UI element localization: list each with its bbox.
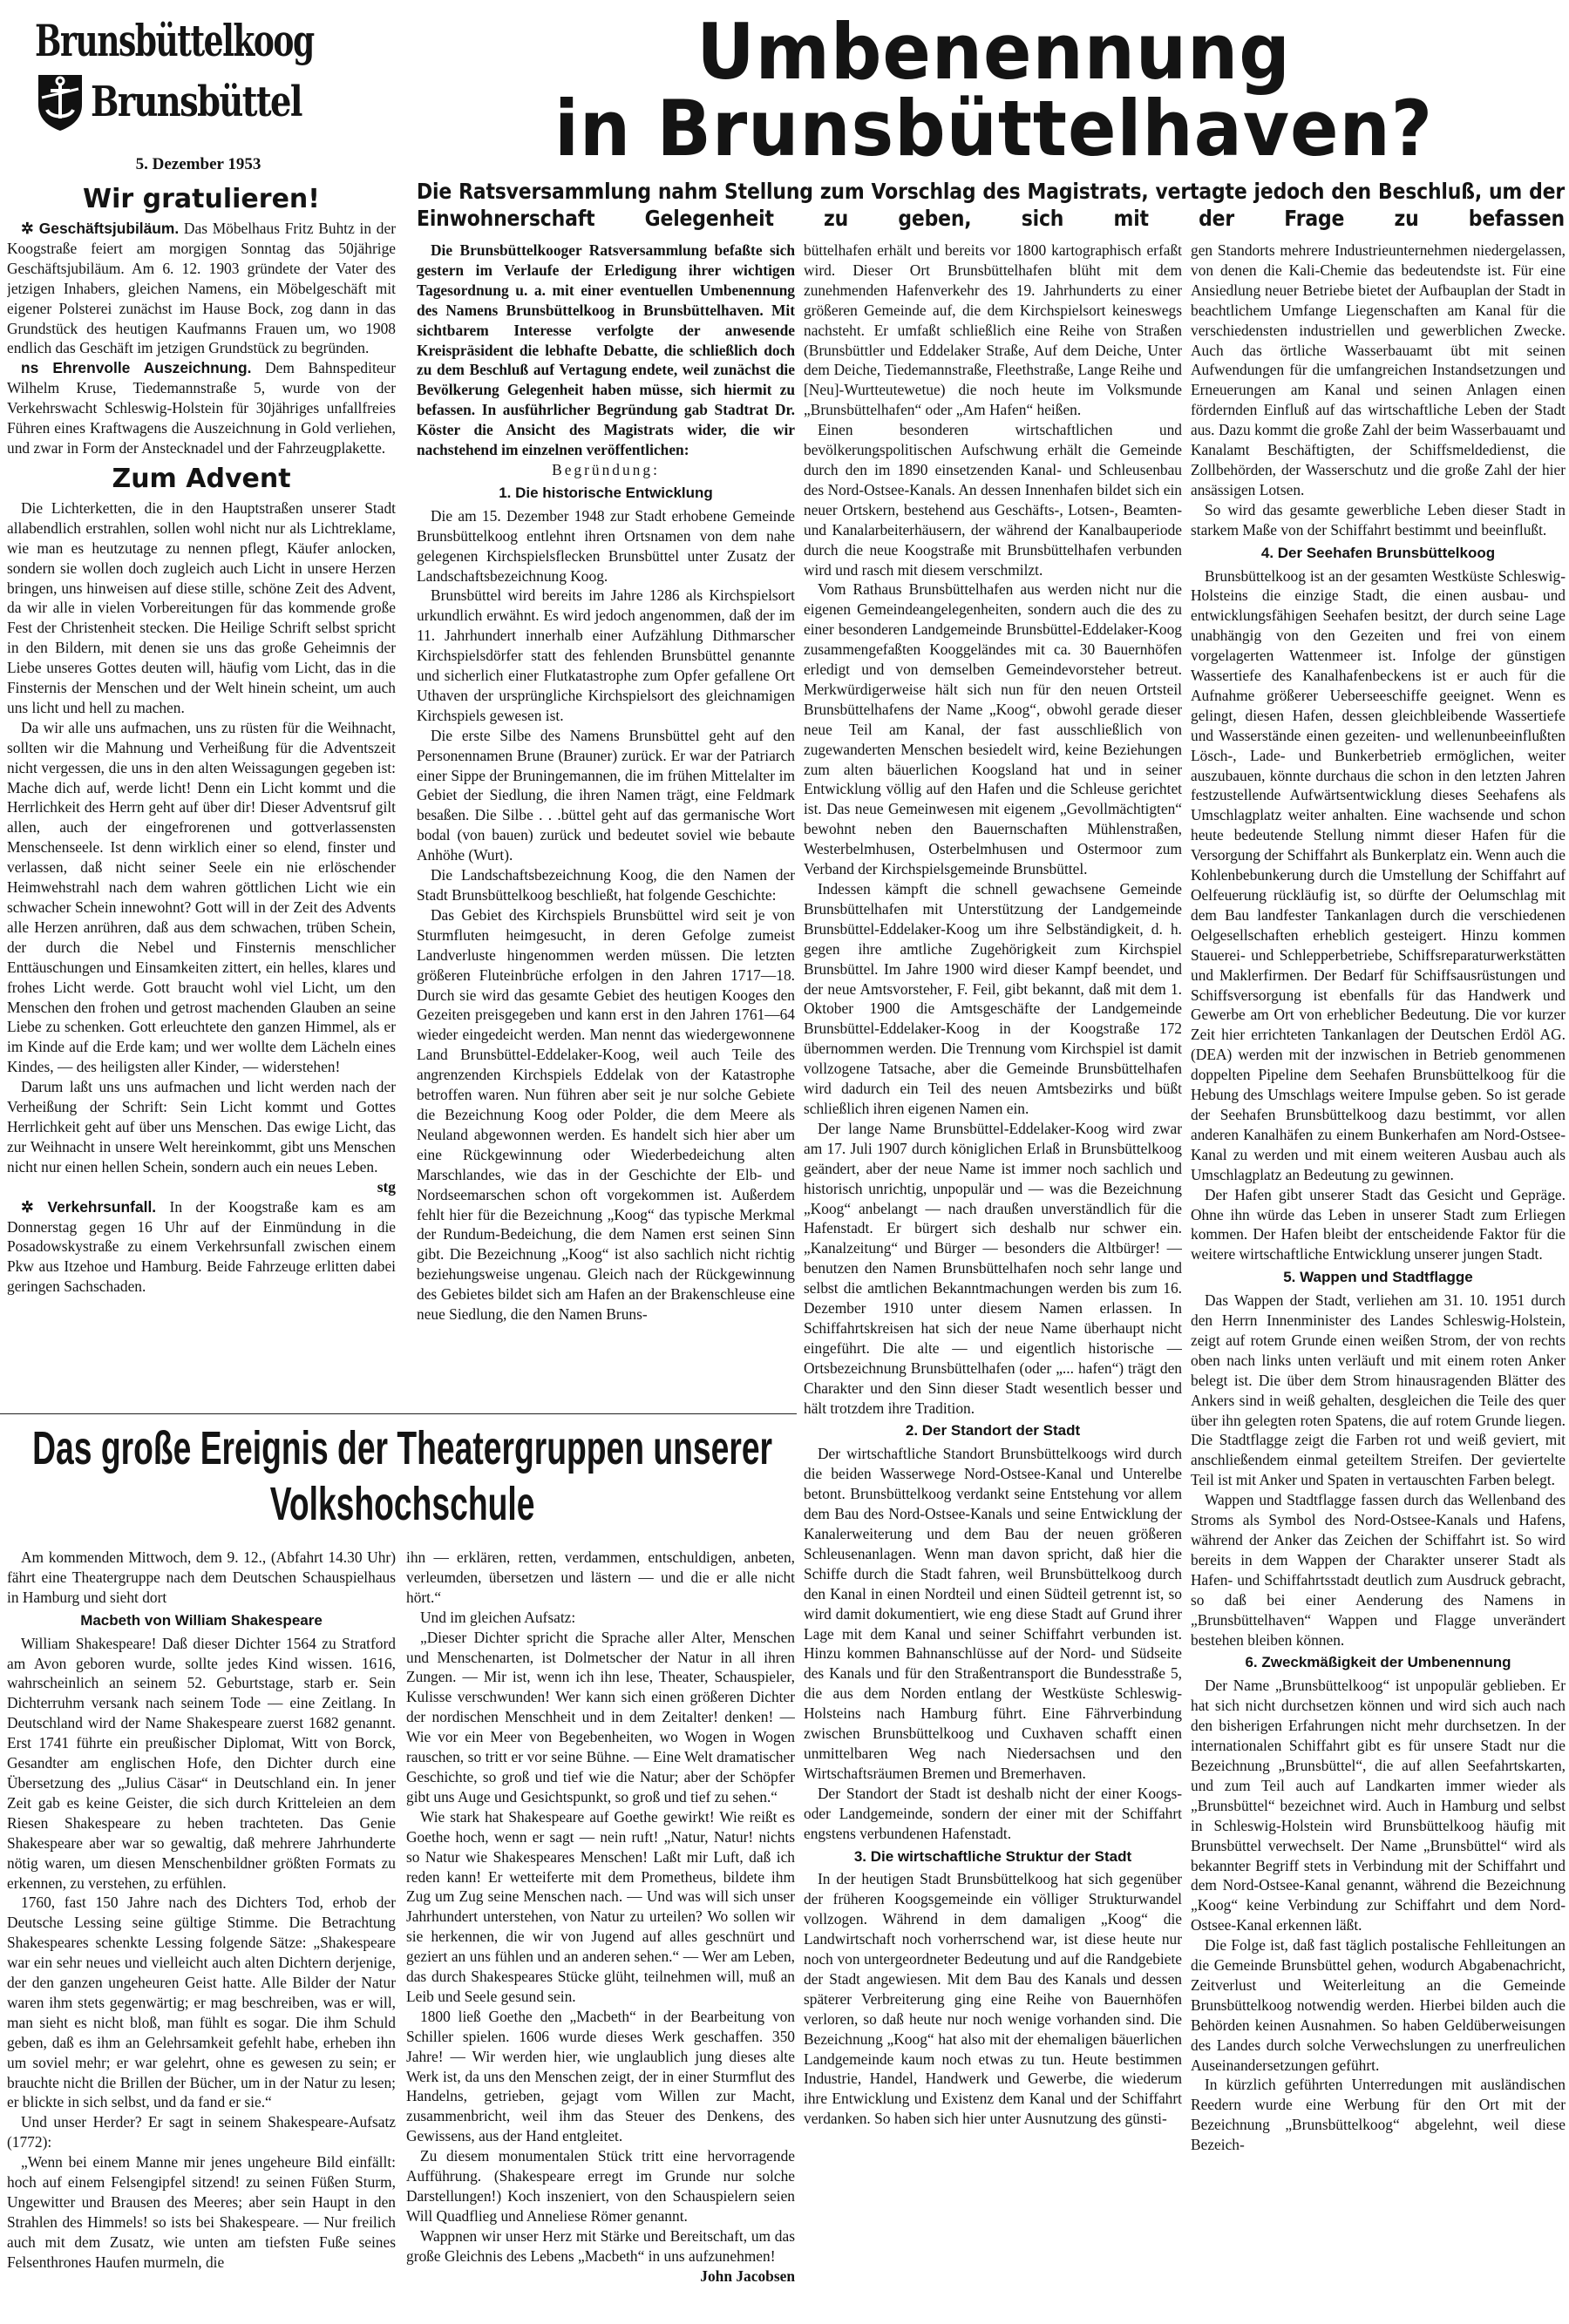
paragraph: Der lange Name Brunsbüttel-Eddelaker-Koog wird zwar am 17. Juli 1907 durch königlichen Erlaß in Brunsbüttelkoog geändert, aber der neue Name ist immer noch sachlich und historisch unrichtig, unpopulär und — was die Bezeichnung „Koog“ anbelangt — nach draußen unverständlich für die Hafenstadt. Er bürgert sich deshalb nur schwer ein. „Kanalzeitung“ und Bürger — besonders die Altbürger! — benutzen den Namen Brunsbüttelhafen noch sehr lange und selbst die amtlichen Bekanntmachungen werden bis zum 16. Dezember 1910 unter diesem Namen erlassen. In Schiffahrtskreisen hat sich der neue Name überhaupt nicht eingeführt. Die alte — und eigentlich historische — Ortsbezeichnung Brunsbüttelhafen (oder „... hafen“) trägt den Charakter und den Sinn dieser Stadt wesentlich besser und hält trotzdem ihre Tradition.: [804, 1119, 1182, 1417]
news-item-lead: ns Ehrenvolle Auszeichnung.: [21, 359, 252, 377]
paragraph: „Dieser Dichter spricht die Sprache aller Alter, Menschen und Menschenarten, ist Dolmetscher der Natur in all ihren Zungen. — Mir ist, wenn ich ihn lese, Theater, Schauspieler, Kulisse verschwunden! Wer kann sich einen größeren Dichter der nordischen Menschheit und in dem Zeitalter! denken! — Wie vor ein Meer von Begebenheiten, wo Wogen in Wogen rauschen, so tritt er vor seine Bühne. — Eine Welt dramatischer Geschichte, so groß und tief wie die Natur; aber der Schöpfer gibt uns Auge und Gesichtspunkt, so groß und tief zu sehen.“: [406, 1628, 795, 1806]
paragraph: Brunsbüttel wird bereits im Jahre 1286 als Kirchspielsort urkundlich erwähnt. Es wird jedoch angenommen, daß der im 11. Jahrhundert innerhalb einer Aufzählung Dithmarscher Kirchspielsdörfer statt des fehlenden Brunsbüttel genannte und sicherlich einer Flutkatastrophe zum Opfer gefallene Ort Uthaven der ursprüngliche Kirchspielsort des gleichnamigen Kirchspiels gewesen ist.: [417, 586, 795, 724]
news-item: [7, 1197, 396, 1298]
article-intro: Die Brunsbüttelkooger Ratsversammlung befaßte sich gestern im Verlaufe der Erledigung ihrer wichtigen Tagesordnung u. a. mit einer eventuellen Umbenennung des Namens Brunsbüttelkoog in Brunsbüttelhaven. Mit sichtbarem Interesse verfolgte der anwesende Kreispräsident die lebhafte Debatte, die schließlich doch zu dem Beschluß auf Vertagung endete, weil zunächst die Bevölkerung Gelegenheit haben müsse, sich hiermit zu befassen. In ausführlicher Begründung gab Stadtrat Dr. Köster die Ansicht des Magistrats wider, die wir nachstehend im einzelnen veröffentlichen:: [417, 241, 795, 459]
paragraph: 1760, fast 150 Jahre nach des Dichters Tod, erhob der Deutsche Lessing seine gültige Stimme. Die Betrachtung Shakespeares schenkte Lessing folgende Sätze: „Shakespeare war ein sehr neues und vielleicht auch alten Dichtern derjenige, der den ganzen ungeheuren Geist hatte. Alle Bilder der Natur waren ihm stets gegenwärtig; er mag beschreiben, was er will, man sieht es nicht bloß, man fühlt es sogar. Die ihm Schuld geben, daß es ihm an Gelehrsamkeit gefehlt habe, erheben ihn um soviel mehr; er war gelehrt, ohne es gewesen zu sein; er brauchte nicht die Brillen der Bücher, um in der Natur zu lesen; er blickte in sich selbst, und da fand er sie.“: [7, 1894, 396, 2111]
paragraph: Die erste Silbe des Namens Brunsbüttel geht auf den Personennamen Brune (Brauner) zurück. Er war der Patriarch einer Sippe der Bruningemannen, die im frühen Mittelalter im Gebiet der Siedlung, die ihren Namen trägt, eine Feldmark besaßen. Die Silbe . . .büttel geht auf das germanische Wort bodal (von bauen) zurück und bedeutet soviel wie bebaute Anhöhe (Wurt).: [417, 726, 795, 864]
paragraph: „Wenn bei einem Manne mir jenes ungeheure Bild einfällt: hoch auf einem Felsengipfel sitzend! zu seinen Füßen Sturm, Ungewitter und Brausen des Meeres; aber sein Haupt in den Strahlen des Himmels! so ists bei Shakespeare. — Nur freilich auch mit dem Zusatz, wie unten am tiefsten Fuße seines Felsenthrones Haufen murmeln, die: [7, 2153, 396, 2271]
news-item-text: Das Möbelhaus Fritz Buhtz in der Koogstraße feiert am morgigen Sonntag das 50jährige Geschäftsjubiläum. Am 6. 12. 1903 gründete der Vater des jetzigen Inhabers, gleichen Namens, ein Möbelgeschäft mit eigener Polsterei zunächst im Hause Bock, zog dann in das Grundstück des heutigen Kaufmanns Frauen um, wo 1908 endlich das Geschäft im jetzigen Grundstück zu begründen.: [7, 220, 396, 357]
section-heading: 1. Die historische Entwicklung: [499, 484, 713, 501]
paragraph: Der Name „Brunsbüttelkoog“ ist unpopulär geblieben. Er hat sich nicht durchsetzen können und wird sich auch nach den bisherigen Erfahrungen nicht mehr durchsetzen. In der internationalen Schiffahrt gibt es für unsere Stadt nur die Bezeichnung „Brunsbüttel“, die auf allen Seefahrtskarten, und zum Teil auch auf Landkarten immer wieder als „Brunsbüttel“ bezeichnet wird. Auch in Hamburg und selbst in Schleswig-Holstein wird Brunsbüttelkoog häufig mit Brunsbüttel verwechselt. Der Name „Brunsbüttel“ wird als bekannter Begriff stets in Verbindung mit der Schiffahrt und dem Nord-Ostsee-Kanal genannt, während die Bezeichnung „Koog“ keine Verbindung zur Schiffahrt und dem Nord-Ostsee-Kanal erkennen läßt.: [1191, 1677, 1566, 1934]
masthead-title-brunsbuettel: Brunsbüttel: [91, 78, 302, 126]
paragraph: In der heutigen Stadt Brunsbüttelkoog hat sich gegenüber der früheren Koogsgemeinde ein völliger Strukturwandel vollzogen. Während in dem damaligen „Koog“ die Landwirtschaft noch vorherrschend war, ist diese heute nur noch von untergeordneter Bedeutung und auf die Randgebiete der Stadt angewiesen. Mit dem Bau des Kanals und dessen späterer Verbreiterung ging eine Reihe von Bauernhöfen verloren, so daß heute nur noch wenige vorhanden sind. Die Bezeichnung „Koog“ hat also mit der ehemaligen bäuerlichen Landgemeinde kaum noch etwas zu tun. Heute bestimmen Industrie, Handel, Handwerk und Gewerbe, die wiederum ihre Entwicklung und Existenz dem Kanal und der Schiffahrt verdanken. So haben sich hier unter Ausnutzung des günsti-: [804, 1870, 1182, 2128]
section-heading: 2. Der Standort der Stadt: [905, 1422, 1081, 1440]
section-heading: 3. Die wirtschaftliche Struktur der Stadt: [853, 1847, 1132, 1865]
author-signature: stg: [377, 1177, 396, 1196]
main-headline-line-1: Umbenennung: [696, 7, 1291, 97]
section-heading: 6. Zweckmäßigkeit der Umbenennung: [1245, 1654, 1511, 1671]
news-item: [7, 219, 396, 358]
paragraph: Der Hafen gibt unserer Stadt das Gesicht und Gepräge. Ohne ihn würde das Leben in unserer Stadt zum Erliegen kommen. Der Hafen bleibt der entscheidende Faktor für die weitere wirtschaftliche Entwicklung unserer jungen Stadt.: [1191, 1185, 1566, 1264]
news-item: [7, 358, 396, 458]
paragraph: Wappnen wir unser Herz mit Stärke und Bereitschaft, um das große Gleichnis des Lebens „Macbeth“ in uns aufzunehmen!: [406, 2226, 795, 2265]
section-heading: Macbeth von William Shakespeare: [80, 1611, 323, 1629]
section-label: Begründung:: [552, 460, 660, 478]
paragraph: Wappen und Stadtflagge fassen durch das Wellenband des Stroms als Symbol des Nord-Ostsee-Kanals und Hafens, während der Anker das Zeichen der Schiffahrt ist. So wird bereits in dem Wappen der Charakter unserer Stadt als Hafen- und Schiffahrtsstadt deutlich zum Ausdruck gebracht, so daß bei einer Aenderung des Namens in „Brunsbüttelhaven“ Wappen und Flagge unverändert bestehen bleiben können.: [1191, 1491, 1566, 1649]
paragraph: Und unser Herder? Er sagt in seinem Shakespeare-Aufsatz (1772):: [7, 2113, 396, 2151]
paragraph: Vom Rathaus Brunsbüttelhafen aus werden nicht nur die eigenen Gemeindeangelegenheiten, sondern auch die des zu einer besonderen Landgemeinde Brunsbüttel-Eddelaker-Koog zusammengefaßten Kooggeländes mit ca. 30 Bauernhöfen erledigt und von demselben Gemeindevorsteher betreut. Merkwürdigerweise hält sich nun für den neuen Ortsteil Brunsbüttelhafens der Name „Koog“, obwohl gerade dieser neue Teil am Kanal, der fast ausschließlich von zugewanderten Menschen besiedelt wird, keine Beziehungen zum alten bäuerlichen Koogsland hat und in seiner Entwicklung völlig auf den Hafen und die Schleuse gerichtet ist. Das neue Gemeinwesen mit eigenem „Gevollmächtigten“ bewohnt neben den Bauernschaften Mühlenstraßen, Westerbelmhusen, Osterbelmhusen und Ostermoor zum Verband der Kirchspielsgemeinde Brunsbüttel.: [804, 580, 1182, 878]
main-headline-line-2: in Brunsbüttelhaven?: [554, 84, 1434, 173]
author-signature: John Jacobsen: [700, 2266, 795, 2285]
theater-column-1: [7, 1548, 396, 2320]
main-subheadline: Die Ratsversammlung nahm Stellung zum Vorschlag des Magistrats, vertagte jedoch den Beschluß, um der Einwohnerschaft Gelegenheit zu geben, sich mit der Frage zu befassen: [417, 179, 1565, 231]
news-item-text: Dem Bahnspediteur Wilhelm Kruse, Tiedemannstraße 5, wurde von der Verkehrswacht Schleswig-Holstein für 30jähriges unfallfreies Führen eines Kraftwagens die Auszeichnung in Gold verliehen, und zwar in Form der Anstecknadel und der Fahrzeugplakette.: [7, 359, 396, 457]
paragraph: büttelhafen erhält und bereits vor 1800 kartographisch erfaßt wird. Dieser Ort Brunsbüttelhafen blüht mit dem zunehmenden Hafenverkehr des 19. Jahrhunderts zu einer größeren Gemeinde auf, die dem Kirchspielsort keineswegs nachsteht. Er umfaßt schließlich eine Reihe von Straßen (Brunsbüttler und Eddelaker Straße, Auf dem Deiche, Unter dem Deiche, Tiedemannstraße, Fleethstraße, Lange Reihe und [Neu]-Wurtteutewetue) die noch heute im Volksmunde „Brunsbüttelhafen“ oder „Am Hafen“ heißen.: [804, 241, 1182, 419]
news-item-text: In der Koogstraße kam es am Donnerstag gegen 16 Uhr auf der Einmündung in die Posadowskystraße zu einem Verkehrsunfall zwischen einem Pkw aus Itzehoe und Hamburg. Beide Fahrzeuge erlitten dabei geringen Sachschaden.: [7, 1197, 396, 1296]
divider: [0, 1413, 797, 1414]
paragraph: Der wirtschaftliche Standort Brunsbüttelkoogs wird durch die beiden Wasserwege Nord-Ostsee-Kanal und Unterelbe betont. Brunsbüttelkoog verdankt seine Entstehung vor allem dem Bau des Nord-Ostsee-Kanals und seine Entwicklung der Kanalerweiterung und dem Bau der neuen größeren Schleusenanlagen. Wenn man davon spricht, daß hier die Schiffe durch die Stadt fahren, weil Brunsbüttelkoog durch den Kanal in einen Nordteil und einen Südteil getrennt ist, so wird damit dokumentiert, wie eng diese Stadt auf Grund ihrer Lage mit dem Kanal und seiner Schiffahrt verbunden ist. Hinzu kommen Bahnanschlüsse auf der Nord- und Südseite des Kanals und für den Straßentransport die Bundesstraße 5, die aus dem Norden entlang der Westküste Schleswig-Holsteins nach Hamburg führt. Eine Fährverbindung zwischen Brunsbüttelkoog und Cuxhaven schafft einen unmittelbaren Weg nach Niedersachsen und den Wirtschaftsräumen Bremen und Bremerhaven.: [804, 1445, 1182, 1782]
theater-column-2: [406, 1548, 795, 2320]
masthead-title-brunsbuettelkoog: Brunsbüttelkoog: [35, 15, 314, 66]
article-column-b: [804, 241, 1182, 2320]
paragraph: ihn — erklären, retten, verdammen, entschuldigen, anbeten, verleumden, übersetzen und lästern — und die er alle nicht hört.“: [406, 1548, 795, 1606]
paragraph: In kürzlich geführten Unterredungen mit ausländischen Reedern wurde eine Werbung für den Ort mit der Bezeichnung „Brunsbüttelkoog“ abgelehnt, weil diese Bezeich-: [1191, 2076, 1566, 2154]
paragraph: Die Landschaftsbezeichnung Koog, die den Namen der Stadt Brunsbüttelkoog beschließt, hat folgende Geschichte:: [417, 866, 795, 904]
issue-date: 5. Dezember 1953: [135, 155, 262, 173]
paragraph: Und im gleichen Aufsatz:: [420, 1608, 576, 1626]
paragraph: Wie stark hat Shakespeare auf Goethe gewirkt! Wie reißt es Goethe hoch, wenn er sagt — nein ruft! „Natur, Natur! nichts so Natur wie Shakespeares Menschen! Laßt mir Luft, daß ich reden kann! Er wetteiferte mit dem Prometheus, bildete ihm Zug um Zug seine Menschen nach. — Und was will sich unser Jahrhundert unterstehen, von Natur zu urteilen? Wo sollen wir sie herkennen, die wir von Jugend auf alles geschnürt und geziert an uns fühlen und an anderen sehen.“ — Wer am Leben, das durch Shakespeares Stücke glüht, teilnehmen will, muß an Leib und Seele gesund sein.: [406, 1807, 795, 2005]
masthead: [35, 16, 384, 146]
anchor-shield-crest-icon: [35, 71, 85, 132]
paragraph: Zu diesem monumentalen Stück tritt eine hervorragende Aufführung. (Shakespeare erregt im Grunde nur solche Darstellungen!) Koch inszeniert, von den Schauspielern seien Will Quadflieg und Anneliese Römer genannt.: [406, 2147, 795, 2225]
paragraph: So wird das gesamte gewerbliche Leben dieser Stadt in starkem Maße von der Schiffahrt bestimmt und beeinflußt.: [1191, 500, 1566, 539]
paragraph: William Shakespeare! Daß dieser Dichter 1564 zu Stratford am Avon geboren wurde, sollte jedes Kind wissen. 1616, wahrscheinlich an seinem 52. Geburtstage, starb er. Sein Dichterruhm versank nach seinem Tode — eine Zeitlang. In Deutschland wird der Name Shakespeare zuerst 1682 genannt. Erst 1741 führte ein preußischer Diplomat, Witt von Borck, Gesandter am englischen Hofe, den Dichter durch eine Übersetzung des „Julius Cäsar“ in Deutschland ein. In jener Zeit gab es keine Geister, die sich durch Kritteleien an dem Riesen Shakespeare zu heben trachteten. Das Genie Shakespeare aber war so gewaltig, daß mehrere Jahrhunderte nötig waren, um diesen Menschenbildner größten Formats zu erkennen, zu verstehen, zu erfühlen.: [7, 1634, 396, 1892]
paragraph: Da wir alle uns aufmachen, uns zu rüsten für die Weihnacht, sollten wir die Mahnung und Verheißung für die Adventszeit nicht vergessen, die uns in den alten Weissagungen gegeben ist: Mache dich auf, werde licht! Denn ein Licht kommt und die Herrlichkeit des Herrn geht auf über dir! Dieser Adventsruf gilt allen, auch der eingefrorenen und gottverlassensten Menschenseele. Ist denn wirklich einer so elend, finster und verlassen, daß nicht seiner Seele ein nie erlöschender Heimwehstrahl nach dem wahren göttlichen Licht wie ein schwacher Schein innewohnt? Gott will in der Zeit des Advents alle Herzen anrühren, daß aus dem schwachen, trüben Schein, der durch die Nebel und Finsternis menschlicher Enttäuschungen und Einsamkeiten zittert, ein helles, klares und frohes Licht werde. Gott braucht wohl viel Licht, um den Menschen den frohen und getrost machenden Glauben an seine Liebe zu schenken. Gott erleuchtete den ganzen Himmel, als er im Kinde auf die Erde kam; und wer wollte dem Lächeln eines Kindes, — des heiligsten aller Kinder, — widerstehen!: [7, 718, 396, 1076]
section-heading: 5. Wappen und Stadtflagge: [1283, 1269, 1473, 1286]
paragraph: Das Gebiet des Kirchspiels Brunsbüttel wird seit je von Sturmfluten heimgesucht, in deren Gefolge zumeist Landverluste hingenommen werden müssen. Die letzten größeren Fluteinbrüche erfolgen in den Jahren 1717—18. Durch sie wird das gesamte Gebiet des heutigen Kooges den Gezeiten preisgegeben und kann erst in den Jahren 1761—64 wieder eingedeicht werden. Man nennt das wiedergewonnene Land Brunsbüttel-Eddelaker-Koog, weil auch Teile des angrenzenden Kirchspiels Eddelak von der Katastrophe betroffen waren. Nun führen aber seit je nur solche Gebiete die Bezeichnung Koog oder Polder, die dem Meere als Neuland abgewonnen werden. Es handelt sich hier aber um eine Rückgewinnung oder Wiederbedeichung alten Marschlandes, wie das in der Geschichte der Elb- und Nordseemarschen schon oft vorgekommen ist. Außerdem fehlt hier für die Bezeichnung „Koog“ das typische Merkmal der Rundum-Bedeichung, die dem Namen erst seinen Sinn gibt. Die Bezeichnung „Koog“ ist also sachlich nicht richtig beziehungsweise ungenau. Gleich nach der Rückgewinnung des Gebietes bildet sich am Hafen an der Brakenschleuse eine neue Siedlung, die den Namen Bruns-: [417, 905, 795, 1324]
main-headline: [458, 7, 1529, 173]
paragraph: 1800 ließ Goethe den „Macbeth“ in der Bearbeitung von Schiller spielen. 1606 wurde dieses Werk geschaffen. 350 Jahre! — Wir werden hier, wie unglaublich jung dieses alte Werk ist, da uns den Menschen zeigt, der in einer Sturmflut des Handelns, getrieben, gejagt vom Willen zur Macht, zusammenbricht, weil ihm das Steuer des Denkens, des Gewissens, aus der Hand entgleitet.: [406, 2007, 795, 2145]
paragraph: Brunsbüttelkoog ist an der gesamten Westküste Schleswig-Holsteins die einzige Stadt, die einen ausbau- und entwicklungsfähigen Seehafen besitzt, der durch seine Lage unabhängig von den Gezeiten und frei von einem vorgelagerten Wattenmeer ist. Infolge der günstigen Wassertiefe des Kanalhafenbeckens ist er auch für die Aufnahme größerer Ueberseeschiffe geeignet. Wenn es gelingt, diesen Hafen, dessen gleichbleibende Wassertiefe und Wasserstände einen gezeiten- und wellenunbeeinflußten Lösch-, Lade- und Bunkerbetrieb ermöglichen, weiter auszubauen, könnte durchaus die schon in den letzten Jahren festzustellende Aufwärtsentwicklung dieses Seehafens als Umschlagplatz weiter anhalten. Eine wachsende und schon heute bedeutende Stellung nimmt dieser Hafen für die Versorgung der Schiffahrt als Bunkerplatz ein. Wenn auch die Kohlenbebunkerung durch die Umstellung der Schiffahrt auf Oelfeuerung rückläufig ist, so dürfte der Oelumschlag mit dem Bau landfester Tankanlagen durch die verschiedenen Oelgesellschaften erheblich gesteigert. Hinzu kommen Stauerei- und Schlepperbetriebe, Schiffsreparaturwerkstätten und Maklerfirmen. Der Bedarf für Schiffsausrüstungen und Schiffsversorgung ist ebenfalls für das Handwerk und Gewerbe am Ort von erheblicher Bedeutung. Die vor kurzer Zeit hier errichteten Tankanlagen der Deutschen Erdöl AG. (DEA) werden mit der inzwischen in Betrieb genommenen doppelten Pipeline dem Seehafen Brunsbüttelkoog für die Hebung des Umschlags weitere Impulse geben. So ist gerade der Seehafen Brunsbüttelkoog dazu bestimmt, vor allen anderen Kanalhäfen zu einem Bunkerhafen am Nord-Ostsee-Kanal zu werden und mit einem weiteren Ausbau auch als Umschlagplatz an Bedeutung zu gewinnen.: [1191, 566, 1566, 1183]
paragraph: Einen besonderen wirtschaftlichen und bevölkerungspolitischen Aufschwung erhält die Gemeinde durch den im 1890 einsetzenden Kanal- und Schleusenbau des Nord-Ostsee-Kanals. An dessen Innenhafen bildet sich ein neuer Ortskern, bestehend aus Geschäfts-, Lotsen-, Beamten- und Kanalarbeiterhäusern, der während der Kanalbauperiode durch die neue Koogstraße mit Brunsbüttelhafen verbunden wird und rasch mit diesem verschmilzt.: [804, 421, 1182, 579]
column-heading: Wir gratulieren!: [83, 184, 320, 214]
paragraph: gen Standorts mehrere Industrieunternehmen niedergelassen, von denen die Kali-Chemie das bedeutendste ist. Für eine Ansiedlung neuer Betriebe bietet der Aufbauplan der Stadt in beachtlichem Umfange Liegenschaften am Kanal für die verschiedensten industriellen und gewerblichen Zwecke. Auch das örtliche Wasserbauamt übt mit seinen Aufwendungen für die umfangreichen Instandsetzungen und Erneuerungen am Kanal und seinen Anlagen einen fördernden Einfluß auf das wirtschaftliche Leben der Stadt aus. Dazu kommt die große Zahl der beim Wasserbauamt und Kanalamt Beschäftigten, der Schiffsmeldedienst, die Zollbehörden, der Wasserschutz und die große Zahl der hier ansässigen Lotsen.: [1191, 241, 1566, 498]
news-item-lead: ✲ Geschäftsjubiläum.: [21, 220, 180, 237]
news-item-lead: ✲ Verkehrsunfall.: [21, 1197, 157, 1216]
left-column-local-news: [7, 179, 396, 1407]
paragraph: Darum laßt uns uns aufmachen und licht werden nach der Verheißung der Schrift: Sein Licht kommt und Gottes Herrlichkeit geht auf über uns Menschen. Das ewige Licht, das zur Weihnacht in unsere Welt hereinkommt, gibt uns Menschen nicht nur einen hellen Schein, sondern auch ein neues Leben.: [7, 1078, 396, 1176]
paragraph: Am kommenden Mittwoch, dem 9. 12., (Abfahrt 14.30 Uhr) fährt eine Theatergruppe nach dem Deutschen Schauspielhaus in Hamburg und sieht dort: [7, 1548, 396, 1606]
article-column-c: [1191, 241, 1566, 2320]
paragraph: Der Standort der Stadt ist deshalb nicht der einer Koogs- oder Landgemeinde, sondern der einer mit der Schiffahrt engstens verbundenen Hafenstadt.: [804, 1784, 1182, 1842]
article-column-a: [417, 241, 795, 1410]
paragraph: Die am 15. Dezember 1948 zur Stadt erhobene Gemeinde Brunsbüttelkoog entlehnt ihren Ortsnamen von dem nahe gelegenen Kirchspielsflecken Brunsbüttel unter Zusatz der Landschaftsbezeichnung Koog.: [417, 506, 795, 585]
paragraph: Indessen kämpft die schnell gewachsene Gemeinde Brunsbüttelhafen mit Unterstützung der Landgemeinde Brunsbüttel-Eddelaker-Koog um ihre Selbständigkeit, d. h. gegen ihre amtliche Zugehörigkeit zum Kirchspiel Brunsbüttel. Im Jahre 1900 wird dieser Kampf beendet, und der neue Amtsvorsteher, F. Feil, gibt bekannt, daß mit dem 1. Oktober 1900 die Amtsgeschäfte der Landgemeinde Brunsbüttel-Eddelaker-Koog in der Koogstraße 172 übernommen werden. Die Trennung vom Kirchspiel ist damit vollzogene Tatsache, aber die Gemeinde Brunsbüttelhafen wird dadurch ein Teil des neuen Amtsbezirks und büßt schließlich ihren eigenen Namen ein.: [804, 880, 1182, 1117]
paragraph: Die Folge ist, daß fast täglich postalische Fehlleitungen an die Gemeinde Brunsbüttel gehen, wodurch Abgabenachricht, Zeitverlust und Weiterleitung an die Gemeinde Brunsbüttelkoog notwendig werden. Hierbei bilden auch die Behörden keinen Ausnahmen. So haben Geldüberweisungen des Landes durch solche Verwechslungen zu unerfreulichen Auseinandersetzungen geführt.: [1191, 1936, 1566, 2074]
paragraph: Das Wappen der Stadt, verliehen am 31. 10. 1951 durch den Herrn Innenminister des Landes Schleswig-Holstein, zeigt auf rotem Grunde einen weißen Strom, der von rechts oben nach links unten verläuft und mit einem roten Anker belegt ist. Die über dem Strom hinausragenden Blätter des Ankers sind in weiß gehalten, desgleichen die Teile des quer über ihn gelegten roten Spatens, die auf rotem Grunde liegen. Die Stadtflagge zeigt die Farben rot und weiß geviert, mit anschließendem einmal geteiltem Streifen. Der geviertelte Teil ist mit Anker und Spaten in vertauschten Farben belegt.: [1191, 1291, 1566, 1489]
paragraph: Die Lichterketten, die in den Hauptstraßen unserer Stadt allabendlich erstrahlen, sollen wohl nicht nur als Lichtreklame, wie man es heutzutage zu nennen pflegt, Käufer anlocken, sondern sie wollen doch zugleich auch Licht in unsere Herzen bringen, uns hinweisen auf diese stille, schöne Zeit des Advent, da wir alle in vielen Vorbereitungen für das kommende große Fest der Christenheit stecken. Die Heilige Schrift selbst spricht in den Bildern, mit denen sie uns das große Geheimnis der Liebe unseres Gottes deuten will, häufig vom Licht, das in die Finsternis der Menschen und der Welt hinein scheint, um auch uns licht und hell zu machen.: [7, 498, 396, 716]
section-heading: 4. Der Seehafen Brunsbüttelkoog: [1260, 544, 1496, 561]
column-heading: Zum Advent: [112, 463, 291, 494]
theater-article-headline: Das große Ereignis der Theatergruppen unserer Volkshochschule: [32, 1422, 773, 1530]
